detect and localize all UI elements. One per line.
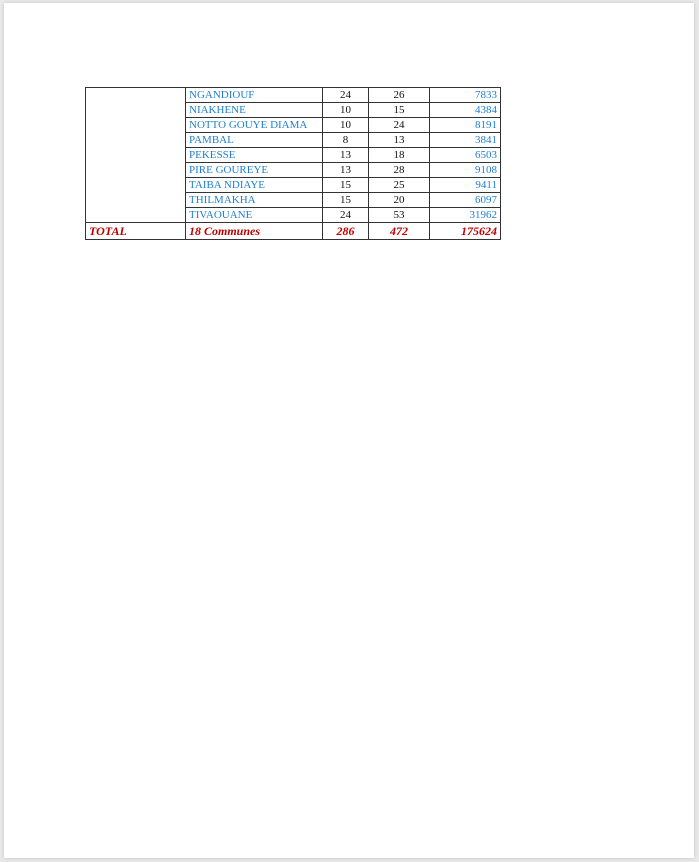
value-col-2: 13 [369, 133, 430, 148]
total-col-1: 286 [323, 223, 369, 240]
total-col-2: 472 [369, 223, 430, 240]
value-col-3: 6097 [430, 193, 501, 208]
value-col-2: 26 [369, 88, 430, 103]
value-col-3: 4384 [430, 103, 501, 118]
value-col-2: 28 [369, 163, 430, 178]
value-col-3: 9108 [430, 163, 501, 178]
commune-name: TIVAOUANE [186, 208, 323, 223]
value-col-1: 24 [323, 88, 369, 103]
commune-name: THILMAKHA [186, 193, 323, 208]
total-col-3: 175624 [430, 223, 501, 240]
value-col-1: 8 [323, 133, 369, 148]
value-col-3: 3841 [430, 133, 501, 148]
commune-name: PIRE GOUREYE [186, 163, 323, 178]
table-row [86, 88, 501, 103]
value-col-1: 13 [323, 163, 369, 178]
value-col-3: 7833 [430, 88, 501, 103]
total-row [86, 223, 501, 240]
commune-name: NOTTO GOUYE DIAMA [186, 118, 323, 133]
value-col-1: 15 [323, 193, 369, 208]
value-col-2: 15 [369, 103, 430, 118]
value-col-2: 18 [369, 148, 430, 163]
value-col-1: 24 [323, 208, 369, 223]
document-page [4, 3, 694, 858]
value-col-2: 20 [369, 193, 430, 208]
communes-table [85, 87, 501, 240]
commune-name: NIAKHENE [186, 103, 323, 118]
value-col-1: 10 [323, 103, 369, 118]
value-col-3: 6503 [430, 148, 501, 163]
value-col-3: 9411 [430, 178, 501, 193]
commune-name: PAMBAL [186, 133, 323, 148]
value-col-2: 25 [369, 178, 430, 193]
commune-name: PEKESSE [186, 148, 323, 163]
value-col-2: 53 [369, 208, 430, 223]
total-label: TOTAL [86, 223, 186, 240]
total-communes: 18 Communes [186, 223, 323, 240]
commune-name: TAIBA NDIAYE [186, 178, 323, 193]
department-cell [86, 88, 186, 223]
value-col-1: 15 [323, 178, 369, 193]
value-col-1: 10 [323, 118, 369, 133]
value-col-3: 31962 [430, 208, 501, 223]
value-col-3: 8191 [430, 118, 501, 133]
commune-name: NGANDIOUF [186, 88, 323, 103]
value-col-1: 13 [323, 148, 369, 163]
value-col-2: 24 [369, 118, 430, 133]
